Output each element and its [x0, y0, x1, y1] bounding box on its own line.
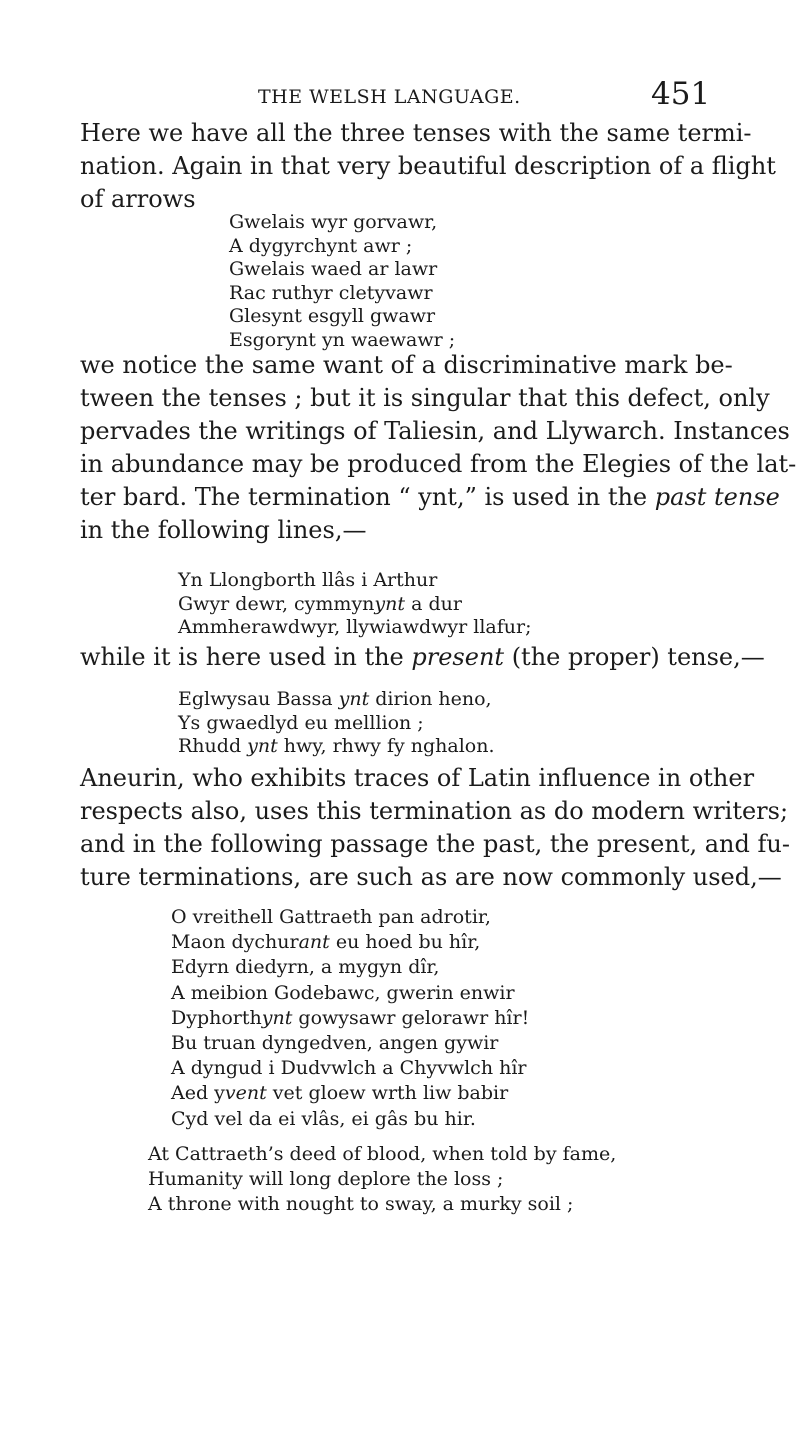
verse-line: A dyngud i Dudvwlch a Chyvwlch hîr	[171, 1057, 527, 1080]
paragraph-aneurin	[80, 762, 790, 894]
emphasis: ynt	[247, 735, 278, 757]
verse-line: Dyphorthynt gowysawr gelorawr hîr!	[171, 1006, 530, 1029]
text-line: nation. Again in that very beautiful description of a flight	[80, 152, 776, 180]
text-line: Aneurin, who exhibits traces of Latin influence in other	[80, 764, 755, 792]
text-line-with-emphasis: ter bard. The termination “ ynt,” is used in the past tense	[80, 483, 780, 511]
text-line: we notice the same want of a discriminative mark be-	[80, 351, 733, 379]
verse-line: Rac ruthyr cletyvawr	[229, 281, 433, 304]
verse-arrows	[229, 211, 455, 352]
text-line: and in the following passage the past, the present, and fu-	[80, 830, 790, 858]
text-line: of arrows	[80, 185, 196, 213]
emphasis: past tense	[654, 483, 780, 511]
verse-line: Ammherawdwyr, llywiawdwyr llafur;	[178, 616, 532, 638]
emphasis: vent	[224, 1082, 267, 1105]
verse-line: Esgorynt yn waewawr ;	[229, 328, 456, 351]
verse-line: Ys gwaedlyd eu melllion ;	[178, 711, 424, 734]
text-line: ture terminations, are such as are now commonly used,—	[80, 863, 782, 891]
verse-line: Glesynt esgyll gwawr	[229, 305, 436, 327]
verse-line: Maon dychurant eu hoed bu hîr,	[171, 931, 481, 954]
verse-cattraeth-welsh	[171, 905, 529, 1132]
text-line: tween the tenses ; but it is singular that this defect, only	[80, 384, 770, 412]
verse-line: A throne with nought to sway, a murky soil ;	[148, 1193, 574, 1216]
paragraph-intro	[80, 117, 776, 216]
emphasis: ant	[298, 931, 330, 954]
text-line: respects also, uses this termination as do modern writers;	[80, 797, 789, 825]
verse-line: Cyd vel da ei vlâs, ei gâs bu hir.	[171, 1107, 476, 1130]
verse-line: O vreithell Gattraeth pan adrotir,	[171, 906, 491, 928]
verse-line: At Cattraeth’s deed of blood, when told by fame,	[148, 1143, 617, 1165]
verse-line: Humanity will long deplore the loss ;	[148, 1168, 504, 1191]
verse-line: Eglwysau Bassa ynt dirion heno,	[178, 688, 492, 710]
running-title: THE WELSH LANGUAGE.	[258, 86, 521, 108]
verse-eglwysau	[178, 688, 495, 759]
verse-line: Aed yvent vet gloew wrth liw babir	[171, 1082, 509, 1105]
verse-line: Gwelais waed ar lawr	[229, 258, 438, 280]
text-line-with-emphasis: while it is here used in the present (the proper) tense,—	[80, 643, 765, 671]
emphasis: ynt	[261, 1006, 293, 1029]
paragraph-tenses	[80, 349, 797, 547]
verse-llongborth	[178, 569, 531, 640]
text-line: in abundance may be produced from the Elegies of the lat-	[80, 450, 797, 478]
emphasis: ynt	[338, 688, 370, 710]
verse-line: A meibion Godebawc, gwerin enwir	[171, 981, 515, 1004]
paragraph-present	[80, 641, 765, 674]
text-line: in the following lines,—	[80, 516, 367, 544]
text-line: Here we have all the three tenses with the same termi-	[80, 119, 752, 147]
verse-line: Bu truan dyngedven, angen gywir	[171, 1032, 499, 1055]
text-line: pervades the writings of Taliesin, and Llywarch. Instances	[80, 417, 790, 445]
page-number: 451	[651, 76, 711, 112]
verse-line: Gwyr dewr, cymmynynt a dur	[178, 592, 462, 615]
verse-cattraeth-english	[148, 1142, 616, 1218]
verse-line: Rhudd ynt hwy, rhwy fy nghalon.	[178, 735, 495, 757]
verse-line: A dygyrchynt awr ;	[229, 234, 413, 257]
emphasis: present	[411, 643, 505, 671]
emphasis: ynt	[374, 592, 406, 615]
verse-line: Gwelais wyr gorvawr,	[229, 211, 438, 233]
verse-line: Edyrn diedyrn, a mygyn dîr,	[171, 956, 440, 979]
verse-line: Yn Llongborth llâs i Arthur	[178, 569, 438, 591]
